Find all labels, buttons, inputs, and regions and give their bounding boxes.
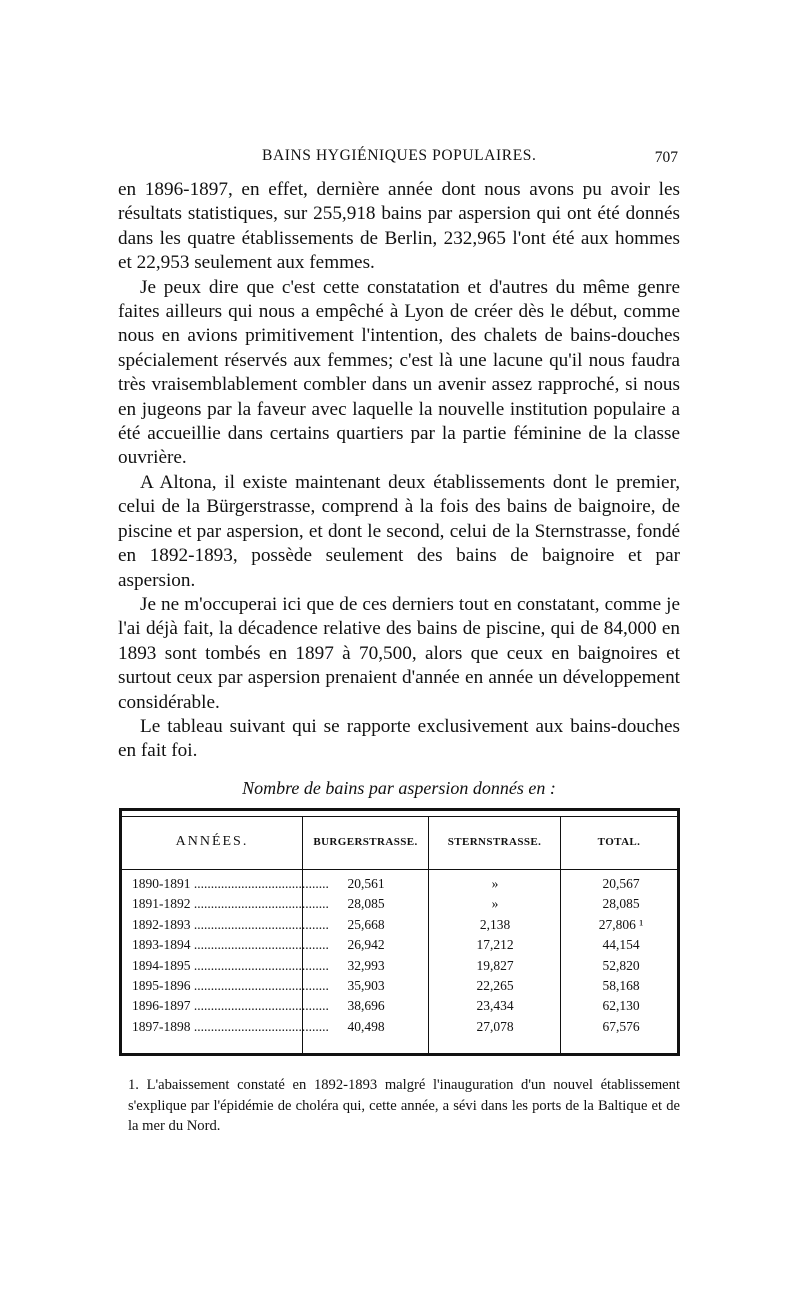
cell-burgerstrasse: 20,561 [347, 876, 385, 891]
footnote [128, 1075, 680, 1137]
cell-total: 27,806 ¹ [598, 916, 644, 932]
cell-total: 44,154 [602, 937, 640, 953]
cell-burgerstrasse: 38,696 [347, 998, 385, 1014]
running-header [118, 147, 678, 171]
cell-total: 20,567 [602, 876, 640, 891]
cell-total: 67,576 [602, 1018, 640, 1034]
paragraph: Je ne m'occuperai ici que de ces derniers tout en constatant, comme je l'ai déjà fait, la décadence relative des bains de piscine, qui de 84,000 en 1893 sont tombés en 1897 à 70,500, alors que ceux en baignoires et surtout ceux par aspersion prenaient d'année en année un développement considérable. [118, 593, 680, 713]
cell-burgerstrasse: 25,668 [347, 916, 385, 932]
cell-year: 1891-1892 ........................................ [132, 896, 329, 912]
table-row [122, 977, 677, 997]
cell-sternstrasse: 22,265 [476, 977, 514, 993]
cell-sternstrasse: 2,138 [479, 916, 511, 932]
cell-year: 1897-1898 ........................................ [132, 1018, 329, 1034]
header-sternstrasse: STERNSTRASSE. [447, 836, 542, 848]
paragraph: en 1896-1897, en effet, dernière année dont nous avons pu avoir les résultats statistiques, sur 255,918 bains par aspersion qui ont été donnés dans les quatre établissements de Berlin, 232,965 l'ont été aux hommes et 22,953 seulement aux femmes. [118, 179, 680, 274]
cell-sternstrasse: » [491, 876, 499, 891]
paragraph: Le tableau suivant qui se rapporte exclusivement aux bains-douches en fait foi. [118, 715, 680, 762]
cell-burgerstrasse: 35,903 [347, 977, 385, 993]
table-body [122, 875, 677, 1038]
table-caption: Nombre de bains par aspersion donnés en : [242, 778, 556, 798]
cell-year: 1893-1894 ........................................ [132, 937, 329, 953]
cell-burgerstrasse: 28,085 [347, 896, 385, 912]
table-row [122, 875, 677, 895]
cell-total: 58,168 [602, 977, 640, 993]
table-header [122, 817, 677, 870]
page-number: 707 [654, 149, 678, 166]
cell-burgerstrasse: 32,993 [347, 957, 385, 973]
cell-year: 1895-1896 ........................................ [132, 977, 329, 993]
cell-year: 1894-1895 ........................................ [132, 957, 329, 973]
header-years: ANNÉES. [175, 834, 249, 849]
cell-total: 52,820 [602, 957, 640, 973]
cell-sternstrasse: 27,078 [476, 1018, 514, 1034]
cell-total: 62,130 [602, 998, 640, 1014]
running-title: BAINS HYGIÉNIQUES POPULAIRES. [262, 147, 537, 164]
cell-year: 1892-1893 ........................................ [132, 916, 329, 932]
header-burgerstrasse: BURGERSTRASSE. [313, 836, 418, 848]
cell-sternstrasse: 19,827 [476, 957, 514, 973]
table-row [122, 916, 677, 936]
cell-sternstrasse: 23,434 [476, 998, 514, 1014]
table-row [122, 957, 677, 977]
statistics-table [119, 808, 680, 1056]
cell-sternstrasse: » [491, 896, 499, 912]
cell-year: 1890-1891 ........................................ [132, 876, 329, 891]
cell-year: 1896-1897 ........................................ [132, 998, 329, 1014]
table-row [122, 1018, 677, 1038]
cell-total: 28,085 [602, 896, 640, 912]
paragraph: A Altona, il existe maintenant deux établissements dont le premier, celui de la Bürgerstrasse, comprend à la fois des bains de baignoire, de piscine et par aspersion, et dont le second, celui de la Sternstrasse, fondé en 1892-1893, possède seulement des bains de baignoire et par aspersion. [118, 471, 680, 591]
table-row [122, 997, 677, 1017]
cell-burgerstrasse: 26,942 [347, 937, 385, 953]
table-row [122, 936, 677, 956]
table-row [122, 895, 677, 915]
body-text [118, 178, 680, 764]
table-frame [122, 816, 677, 1053]
cell-sternstrasse: 17,212 [476, 937, 514, 953]
footnote-text: 1. L'abaissement constaté en 1892-1893 malgré l'inauguration d'un nouvel établissement s'explique par l'épidémie de choléra qui, cette année, a sévi dans les ports de la Baltique et de la mer du Nord. [128, 1077, 680, 1134]
paragraph: Je peux dire que c'est cette constatation et d'autres du même genre faites ailleurs qui nous a empêché à Lyon de créer dès le début, comme nous en avions primitivement l'intention, des chalets de bains-douches spécialement réservés aux femmes; c'est là une lacune qu'il nous faudra très vraisemblablement combler dans un avenir assez rapproché, si nous en jugeons par la faveur avec laquelle la nouvelle institution populaire a été accueillie dans certains quartiers par la partie féminine de la classe ouvrière. [118, 276, 680, 469]
header-total: TOTAL. [597, 836, 641, 848]
cell-burgerstrasse: 40,498 [347, 1018, 385, 1034]
